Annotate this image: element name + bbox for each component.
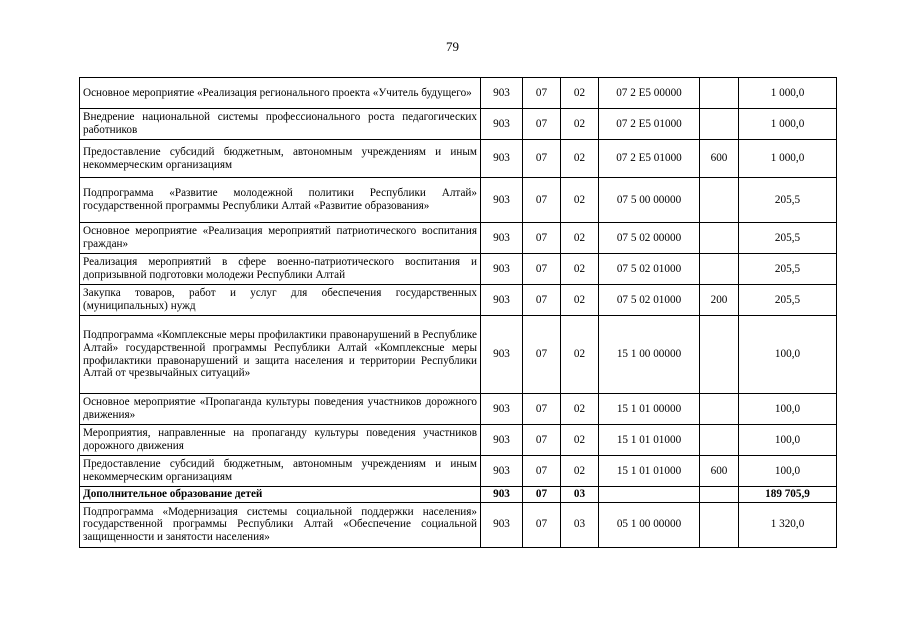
cell-name: Дополнительное образование детей — [80, 487, 481, 503]
cell-target-article: 15 1 01 01000 — [599, 425, 700, 456]
cell-section: 07 — [523, 178, 561, 223]
budget-table — [79, 77, 837, 548]
table-row — [80, 425, 837, 456]
cell-section: 07 — [523, 78, 561, 109]
cell-name: Внедрение национальной системы профессионального роста педагогических работников — [80, 109, 481, 140]
cell-subsection: 02 — [561, 178, 599, 223]
cell-subsection: 02 — [561, 394, 599, 425]
cell-amount: 1 000,0 — [739, 140, 837, 178]
cell-name: Предоставление субсидий бюджетным, автономным учреждениям и иным некоммерческим организациям — [80, 140, 481, 178]
cell-admin-code: 903 — [481, 316, 523, 394]
cell-expense-type: 200 — [700, 285, 739, 316]
cell-expense-type — [700, 178, 739, 223]
cell-target-article: 15 1 00 00000 — [599, 316, 700, 394]
cell-subsection: 02 — [561, 78, 599, 109]
cell-expense-type — [700, 254, 739, 285]
cell-admin-code: 903 — [481, 78, 523, 109]
cell-amount: 100,0 — [739, 425, 837, 456]
cell-admin-code: 903 — [481, 285, 523, 316]
cell-section: 07 — [523, 285, 561, 316]
cell-section: 07 — [523, 140, 561, 178]
table-row — [80, 487, 837, 503]
cell-amount: 205,5 — [739, 178, 837, 223]
cell-name: Мероприятия, направленные на пропаганду культуры поведения участников дорожного движения — [80, 425, 481, 456]
cell-target-article: 07 2 E5 01000 — [599, 109, 700, 140]
cell-expense-type — [700, 487, 739, 503]
cell-expense-type: 600 — [700, 140, 739, 178]
cell-subsection: 02 — [561, 285, 599, 316]
cell-section: 07 — [523, 425, 561, 456]
table-row — [80, 502, 837, 547]
cell-subsection: 03 — [561, 502, 599, 547]
cell-amount: 1 000,0 — [739, 78, 837, 109]
cell-admin-code: 903 — [481, 178, 523, 223]
cell-amount: 205,5 — [739, 254, 837, 285]
cell-amount: 205,5 — [739, 285, 837, 316]
cell-name: Подпрограмма «Развитие молодежной политики Республики Алтай» государственной программы Республики Алтай «Развитие образования» — [80, 178, 481, 223]
cell-subsection: 03 — [561, 487, 599, 503]
cell-admin-code: 903 — [481, 223, 523, 254]
cell-subsection: 02 — [561, 425, 599, 456]
cell-admin-code: 903 — [481, 394, 523, 425]
cell-section: 07 — [523, 502, 561, 547]
cell-target-article: 07 5 02 01000 — [599, 254, 700, 285]
cell-subsection: 02 — [561, 254, 599, 285]
cell-amount: 205,5 — [739, 223, 837, 254]
cell-amount: 1 320,0 — [739, 502, 837, 547]
cell-name: Подпрограмма «Комплексные меры профилактики правонарушений в Республике Алтай» государственной программы Республики Алтай «Комплексные меры профилактики правонарушений и защита населения и территории Республики Алтай от чрезвычайных ситуаций» — [80, 316, 481, 394]
cell-expense-type — [700, 109, 739, 140]
cell-expense-type — [700, 425, 739, 456]
table-row — [80, 316, 837, 394]
table-row — [80, 285, 837, 316]
cell-target-article: 05 1 00 00000 — [599, 502, 700, 547]
table-row — [80, 140, 837, 178]
table-row — [80, 254, 837, 285]
cell-name: Основное мероприятие «Реализация регионального проекта «Учитель будущего» — [80, 78, 481, 109]
table-row — [80, 178, 837, 223]
cell-name: Основное мероприятие «Реализация мероприятий патриотического воспитания граждан» — [80, 223, 481, 254]
cell-section: 07 — [523, 109, 561, 140]
cell-amount: 100,0 — [739, 394, 837, 425]
cell-expense-type: 600 — [700, 456, 739, 487]
cell-admin-code: 903 — [481, 487, 523, 503]
cell-target-article — [599, 487, 700, 503]
cell-admin-code: 903 — [481, 456, 523, 487]
cell-expense-type — [700, 316, 739, 394]
cell-subsection: 02 — [561, 223, 599, 254]
cell-admin-code: 903 — [481, 425, 523, 456]
cell-expense-type — [700, 394, 739, 425]
cell-target-article: 07 2 E5 00000 — [599, 78, 700, 109]
cell-admin-code: 903 — [481, 109, 523, 140]
cell-subsection: 02 — [561, 456, 599, 487]
cell-subsection: 02 — [561, 109, 599, 140]
cell-subsection: 02 — [561, 140, 599, 178]
cell-target-article: 07 5 02 00000 — [599, 223, 700, 254]
cell-target-article: 15 1 01 00000 — [599, 394, 700, 425]
cell-admin-code: 903 — [481, 140, 523, 178]
cell-target-article: 07 5 02 01000 — [599, 285, 700, 316]
cell-section: 07 — [523, 394, 561, 425]
cell-section: 07 — [523, 223, 561, 254]
cell-expense-type — [700, 223, 739, 254]
cell-section: 07 — [523, 487, 561, 503]
cell-name: Реализация мероприятий в сфере военно-патриотического воспитания и допризывной подготовки молодежи Республики Алтай — [80, 254, 481, 285]
cell-section: 07 — [523, 316, 561, 394]
cell-name: Подпрограмма «Модернизация системы социальной поддержки населения» государственной программы Республики Алтай «Обеспечение социальной защищенности и занятости населения» — [80, 502, 481, 547]
cell-name: Предоставление субсидий бюджетным, автономным учреждениям и иным некоммерческим организациям — [80, 456, 481, 487]
page-number: 79 — [446, 39, 459, 54]
table-row — [80, 223, 837, 254]
table-body — [80, 78, 837, 548]
cell-target-article: 07 2 E5 01000 — [599, 140, 700, 178]
cell-section: 07 — [523, 254, 561, 285]
cell-admin-code: 903 — [481, 254, 523, 285]
cell-target-article: 07 5 00 00000 — [599, 178, 700, 223]
table-row — [80, 109, 837, 140]
cell-admin-code: 903 — [481, 502, 523, 547]
table-row — [80, 456, 837, 487]
cell-target-article: 15 1 01 01000 — [599, 456, 700, 487]
cell-amount: 100,0 — [739, 456, 837, 487]
cell-name: Закупка товаров, работ и услуг для обеспечения государственных (муниципальных) нужд — [80, 285, 481, 316]
cell-amount: 1 000,0 — [739, 109, 837, 140]
cell-amount: 189 705,9 — [739, 487, 837, 503]
cell-subsection: 02 — [561, 316, 599, 394]
table-row — [80, 394, 837, 425]
cell-name: Основное мероприятие «Пропаганда культуры поведения участников дорожного движения» — [80, 394, 481, 425]
table-row — [80, 78, 837, 109]
cell-amount: 100,0 — [739, 316, 837, 394]
cell-section: 07 — [523, 456, 561, 487]
cell-expense-type — [700, 502, 739, 547]
cell-expense-type — [700, 78, 739, 109]
